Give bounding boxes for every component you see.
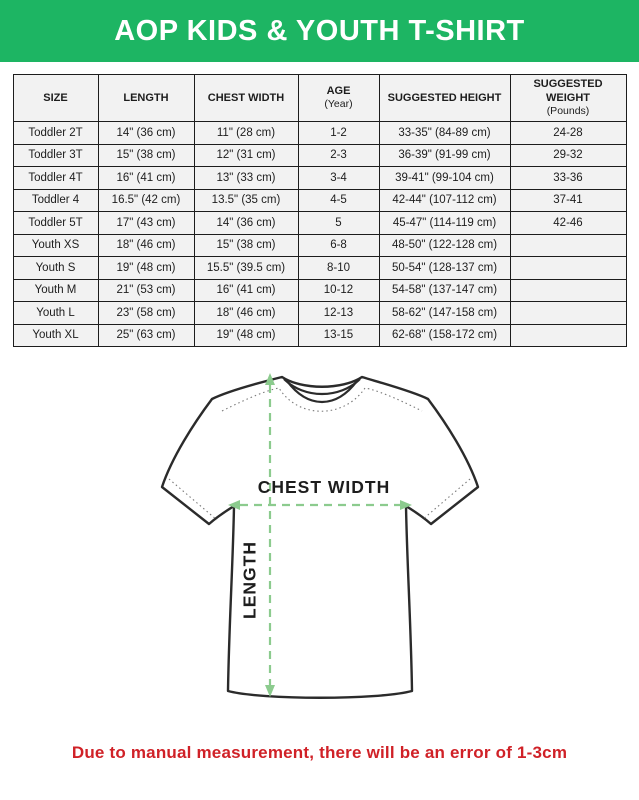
- col-header-age: AGE (Year): [298, 75, 379, 122]
- col-header-suggested-weight: SUGGESTED WEIGHT (Pounds): [510, 75, 626, 122]
- cell-age: 8-10: [298, 257, 379, 280]
- cell-size: Toddler 5T: [13, 212, 98, 235]
- cell-suggested-weight: [510, 324, 626, 347]
- cell-size: Youth S: [13, 257, 98, 280]
- cell-suggested-height: 58-62" (147-158 cm): [379, 302, 510, 325]
- table-row: [13, 234, 626, 257]
- cell-length: 14" (36 cm): [98, 122, 194, 145]
- cell-chest-width: 16" (41 cm): [194, 279, 298, 302]
- table-row: [13, 324, 626, 347]
- cell-size: Toddler 3T: [13, 144, 98, 167]
- banner: [0, 0, 639, 62]
- cell-age: 12-13: [298, 302, 379, 325]
- cell-age: 13-15: [298, 324, 379, 347]
- cell-length: 15" (38 cm): [98, 144, 194, 167]
- table-row: [13, 167, 626, 190]
- cell-size: Toddler 4T: [13, 167, 98, 190]
- cell-suggested-weight: 33-36: [510, 167, 626, 190]
- cell-size: Youth XS: [13, 234, 98, 257]
- table-row: [13, 122, 626, 145]
- cell-suggested-weight: [510, 234, 626, 257]
- header-row: [13, 75, 626, 122]
- cell-chest-width: 11" (28 cm): [194, 122, 298, 145]
- col-header-chest-width: CHEST WIDTH: [194, 75, 298, 122]
- cell-chest-width: 15" (38 cm): [194, 234, 298, 257]
- cell-length: 17" (43 cm): [98, 212, 194, 235]
- cell-suggested-weight: 29-32: [510, 144, 626, 167]
- cell-suggested-height: 33-35" (84-89 cm): [379, 122, 510, 145]
- cell-suggested-height: 54-58" (137-147 cm): [379, 279, 510, 302]
- page-title: AOP KIDS & YOUTH T-SHIRT: [114, 14, 525, 47]
- cell-size: Youth M: [13, 279, 98, 302]
- cell-chest-width: 14" (36 cm): [194, 212, 298, 235]
- table-row: [13, 212, 626, 235]
- cell-age: 4-5: [298, 189, 379, 212]
- cell-chest-width: 18" (46 cm): [194, 302, 298, 325]
- cell-suggested-weight: 24-28: [510, 122, 626, 145]
- cell-suggested-weight: [510, 302, 626, 325]
- cell-suggested-weight: 37-41: [510, 189, 626, 212]
- cell-suggested-height: 42-44" (107-112 cm): [379, 189, 510, 212]
- cell-chest-width: 19" (48 cm): [194, 324, 298, 347]
- cell-suggested-weight: 42-46: [510, 212, 626, 235]
- cell-length: 16.5" (42 cm): [98, 189, 194, 212]
- cell-length: 23" (58 cm): [98, 302, 194, 325]
- cell-length: 25" (63 cm): [98, 324, 194, 347]
- cell-chest-width: 15.5" (39.5 cm): [194, 257, 298, 280]
- cell-suggested-weight: [510, 279, 626, 302]
- cell-size: Toddler 2T: [13, 122, 98, 145]
- chest-width-label: CHEST WIDTH: [257, 477, 391, 497]
- table-row: [13, 144, 626, 167]
- table-row: [13, 189, 626, 212]
- tshirt-diagram: [0, 363, 639, 733]
- cell-chest-width: 12" (31 cm): [194, 144, 298, 167]
- cell-suggested-height: 39-41" (99-104 cm): [379, 167, 510, 190]
- table-row: [13, 302, 626, 325]
- size-table: [13, 74, 627, 347]
- cell-size: Youth L: [13, 302, 98, 325]
- col-header-length: LENGTH: [98, 75, 194, 122]
- cell-size: Toddler 4: [13, 189, 98, 212]
- cell-suggested-weight: [510, 257, 626, 280]
- cell-length: 21" (53 cm): [98, 279, 194, 302]
- cell-suggested-height: 62-68" (158-172 cm): [379, 324, 510, 347]
- cell-age: 5: [298, 212, 379, 235]
- table-row: [13, 279, 626, 302]
- cell-suggested-height: 50-54" (128-137 cm): [379, 257, 510, 280]
- cell-suggested-height: 36-39" (91-99 cm): [379, 144, 510, 167]
- cell-length: 16" (41 cm): [98, 167, 194, 190]
- cell-chest-width: 13.5" (35 cm): [194, 189, 298, 212]
- cell-size: Youth XL: [13, 324, 98, 347]
- cell-age: 3-4: [298, 167, 379, 190]
- col-header-suggested-height: SUGGESTED HEIGHT: [379, 75, 510, 122]
- tshirt-outline: [162, 377, 478, 698]
- col-header-size: SIZE: [13, 75, 98, 122]
- cell-age: 6-8: [298, 234, 379, 257]
- table-row: [13, 257, 626, 280]
- cell-age: 1-2: [298, 122, 379, 145]
- cell-length: 19" (48 cm): [98, 257, 194, 280]
- cell-suggested-height: 45-47" (114-119 cm): [379, 212, 510, 235]
- cell-age: 2-3: [298, 144, 379, 167]
- cell-suggested-height: 48-50" (122-128 cm): [379, 234, 510, 257]
- length-label: LENGTH: [239, 541, 260, 619]
- cell-chest-width: 13" (33 cm): [194, 167, 298, 190]
- measurement-note: Due to manual measurement, there will be an error of 1-3cm: [71, 743, 568, 762]
- cell-age: 10-12: [298, 279, 379, 302]
- cell-length: 18" (46 cm): [98, 234, 194, 257]
